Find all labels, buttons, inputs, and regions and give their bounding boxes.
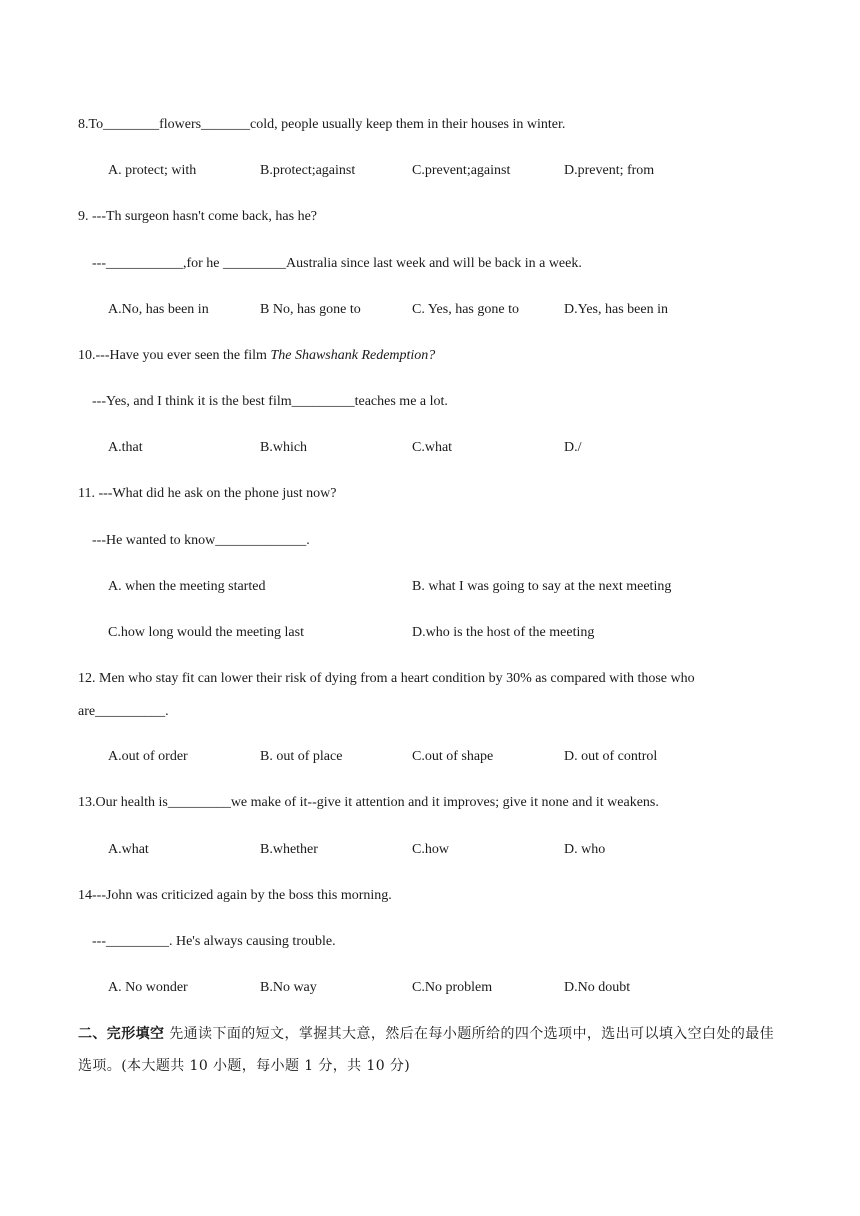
- question-13-option-a: A.what: [108, 842, 149, 857]
- question-9-option-c: C. Yes, has gone to: [412, 302, 519, 317]
- question-10-stem: [78, 347, 435, 365]
- question-8-option-b: B.protect;against: [260, 163, 356, 178]
- question-14-option-d: D.No doubt: [564, 980, 631, 995]
- question-14-option-a: A. No wonder: [108, 980, 188, 995]
- question-10-film-title: The Shawshank Redemption?: [270, 348, 436, 363]
- question-14-reply: ---_________. He's always causing trouble.: [92, 934, 336, 949]
- section-cloze-instructions: 先通读下面的短文，掌握其大意，然后在每小题所给的四个选项中，选出可以填入空白处的最佳选项。(本大题共 10 小题，每小题 1 分，共 10 分): [78, 1026, 775, 1074]
- question-8-option-a: A. protect; with: [108, 163, 197, 178]
- section-cloze-title: 二、完形填空: [78, 1026, 165, 1042]
- question-13-option-c: C.how: [412, 842, 449, 857]
- question-8-option-d: D.prevent; from: [564, 163, 655, 178]
- question-11-option-c: C.how long would the meeting last: [108, 625, 304, 640]
- question-10-option-a: A.that: [108, 440, 143, 455]
- question-12-option-a: A.out of order: [108, 749, 188, 764]
- question-9-reply: ---___________,for he _________Australia since last week and will be back in a week.: [92, 256, 582, 271]
- question-8-stem: 8.To________flowers_______cold, people usually keep them in their houses in winter.: [78, 117, 566, 132]
- question-9-stem: 9. ---Th surgeon hasn't come back, has he?: [78, 209, 318, 224]
- question-10-option-c: C.what: [412, 440, 453, 455]
- question-11-reply: ---He wanted to know_____________.: [92, 533, 310, 548]
- question-10-option-d: D./: [564, 440, 582, 455]
- question-14-stem: 14---John was criticized again by the boss this morning.: [78, 888, 392, 903]
- question-11-option-a: A. when the meeting started: [108, 579, 266, 594]
- question-11-option-d: D.who is the host of the meeting: [412, 625, 595, 640]
- question-9-option-a: A.No, has been in: [108, 302, 209, 317]
- question-12-stem-continued: are__________.: [78, 704, 169, 719]
- question-14-option-c: C.No problem: [412, 980, 493, 995]
- question-13-option-b: B.whether: [260, 842, 318, 857]
- question-13-option-d: D. who: [564, 842, 606, 857]
- question-10-option-b: B.which: [260, 440, 308, 455]
- question-12-stem: 12. Men who stay fit can lower their risk of dying from a heart condition by 30% as compared with those who: [78, 671, 695, 686]
- question-9-option-d: D.Yes, has been in: [564, 302, 668, 317]
- question-14-option-b: B.No way: [260, 980, 317, 995]
- question-12-option-b: B. out of place: [260, 749, 343, 764]
- question-9-option-b: B No, has gone to: [260, 302, 361, 317]
- section-cloze-intro: [78, 1018, 783, 1082]
- question-12-option-d: D. out of control: [564, 749, 658, 764]
- question-12-option-c: C.out of shape: [412, 749, 494, 764]
- question-10-stem-text: 10.---Have you ever seen the film: [78, 348, 271, 363]
- question-11-option-b: B. what I was going to say at the next meeting: [412, 579, 672, 594]
- question-8-option-c: C.prevent;against: [412, 163, 511, 178]
- question-11-stem: 11. ---What did he ask on the phone just now?: [78, 486, 337, 501]
- question-10-reply: ---Yes, and I think it is the best film_________teaches me a lot.: [92, 394, 448, 409]
- question-13-stem: 13.Our health is_________we make of it--give it attention and it improves; give it none and it weakens.: [78, 795, 659, 810]
